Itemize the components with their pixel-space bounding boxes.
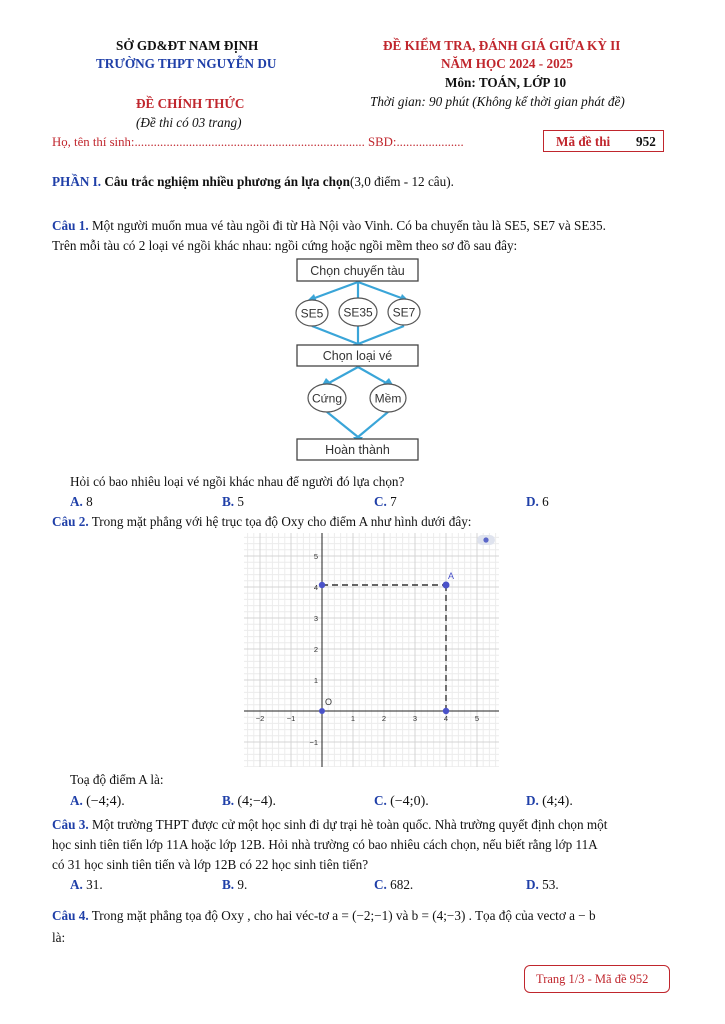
arrow-to-mem: [358, 367, 388, 384]
q3-option-a: [70, 877, 103, 893]
option-value: 7: [390, 494, 397, 509]
school-name: TRƯỜNG THPT NGUYỄN DU: [96, 56, 277, 71]
q3-text2: học sinh tiên tiến lớp 11A hoặc lớp 12B. Hỏi nhà trường có bao nhiêu cách chọn, nếu biết rằng lớp 11A: [52, 837, 598, 852]
option-letter: B.: [222, 793, 235, 808]
candidate-line: Họ, tên thí sinh:........................................................................ SBD:.....................: [52, 135, 464, 149]
x-tick-label: 3: [412, 714, 418, 723]
q1-option-c: [374, 494, 397, 510]
se5-text: SE5: [300, 306, 324, 321]
y-tick-label: 2: [313, 645, 318, 654]
q1-option-b: [222, 494, 244, 510]
dept-name: SỞ GD&ĐT NAM ĐỊNH: [116, 38, 259, 53]
q3-option-b: [222, 877, 247, 893]
official-label: ĐỀ CHÍNH THỨC: [136, 96, 245, 111]
option-letter: C.: [374, 877, 387, 892]
exam-title: ĐỀ KIỂM TRA, ĐÁNH GIÁ GIỮA KỲ II: [383, 38, 621, 53]
y-tick-label: 1: [313, 676, 318, 685]
origin-point: [319, 708, 325, 714]
exam-code-label: Mã đề thi: [556, 134, 611, 149]
option-letter: A.: [70, 793, 83, 808]
option-value: 5: [237, 494, 244, 509]
part1-title: Câu trắc nghiệm nhiều phương án lựa chọn: [101, 174, 350, 189]
arrow-cung-down: [327, 412, 358, 437]
option-value: 8: [86, 494, 93, 509]
q3-label: Câu 3.: [52, 817, 89, 832]
option-value: (−4;4).: [86, 794, 125, 809]
origin-label: O: [325, 697, 333, 707]
x-tick-label: −1: [286, 714, 296, 723]
q3-line1: [52, 817, 607, 833]
arrow-se7-down: [358, 326, 404, 344]
exam-time: Thời gian: 90 phút (Không kể thời gian phát đề): [370, 94, 625, 109]
q2-option-c: [374, 793, 429, 810]
q3-option-d: [526, 877, 559, 893]
choose-train-text: Chọn chuyến tàu: [310, 264, 405, 278]
x-tick-label: 5: [474, 714, 480, 723]
q2-label: Câu 2.: [52, 514, 89, 529]
done-text: Hoàn thành: [325, 443, 390, 457]
q2-option-b: [222, 793, 276, 810]
option-value: (−4;0).: [390, 794, 429, 809]
q4-label: Câu 4.: [52, 908, 89, 923]
option-letter: B.: [222, 877, 235, 892]
se7-text: SE7: [392, 305, 416, 320]
y-tick-label: −1: [309, 738, 318, 747]
y-tick-label: 5: [313, 552, 318, 561]
arrow-to-se7: [358, 282, 404, 299]
part1-heading: [52, 174, 454, 190]
q2-option-d: [526, 793, 573, 810]
q3-text3: có 31 học sinh tiên tiến và lớp 12B có 22 học sinh tiên tiến?: [52, 857, 369, 872]
school-year: NĂM HỌC 2024 - 2025: [441, 56, 573, 71]
q3-text1: Một trường THPT được cử một học sinh đi dự trại hè toàn quốc. Nhà trường quyết định chọn một: [88, 817, 608, 832]
q1-line1: [52, 218, 606, 234]
x-tick-label: 4: [443, 714, 449, 723]
option-letter: C.: [374, 793, 387, 808]
arrow-to-se5: [312, 282, 358, 299]
option-letter: B.: [222, 494, 235, 509]
option-letter: A.: [70, 877, 83, 892]
q2-text: Trong mặt phẳng với hệ trục tọa độ Oxy cho điểm A như hình dưới đây:: [88, 514, 472, 529]
page-footer-text: Trang 1/3 - Mã đề 952: [536, 972, 649, 986]
x-tick-label: 1: [350, 714, 356, 723]
pages-note: (Đề thi có 03 trang): [136, 115, 242, 130]
option-value: 9.: [237, 877, 248, 892]
option-letter: D.: [526, 793, 539, 808]
q2-line: [52, 514, 471, 530]
option-value: 31.: [86, 877, 103, 892]
point-y4: [319, 582, 325, 588]
x-tick-label: −2: [255, 714, 265, 723]
page-footer-box: [524, 965, 670, 993]
point-x4: [443, 708, 449, 714]
option-value: 53.: [542, 877, 559, 892]
point-a-label: A: [448, 571, 455, 581]
cung-text: Cứng: [311, 391, 343, 406]
option-value: (4;4).: [542, 794, 573, 809]
q2-question: Toạ độ điểm A là:: [70, 772, 164, 787]
subject: Môn: TOÁN, LỚP 10: [445, 75, 567, 90]
part1-label: PHẦN I.: [52, 174, 102, 189]
q4-text1: Trong mặt phẳng tọa độ Oxy , cho hai véc-tơ a = (−2;−1) và b = (4;−3) . Tọa độ của vectơ a − b: [88, 908, 596, 923]
y-tick-label: 3: [313, 614, 318, 623]
option-value: (4;−4).: [237, 794, 276, 809]
arrow-to-cung: [327, 367, 358, 384]
q1-question: Hỏi có bao nhiêu loại vé ngồi khác nhau để người đó lựa chọn?: [70, 474, 405, 489]
q1-option-a: [70, 494, 93, 510]
q3-option-c: [374, 877, 413, 893]
q4-text2: là:: [52, 930, 66, 945]
exam-code-box: [543, 130, 664, 152]
option-letter: A.: [70, 494, 83, 509]
exam-code-value: 952: [636, 134, 656, 149]
x-tick-label: 2: [381, 714, 387, 723]
coordinate-graph: [244, 533, 499, 767]
choose-type-text: Chọn loại vé: [322, 349, 393, 363]
option-letter: C.: [374, 494, 387, 509]
arrow-se5-down: [312, 326, 358, 344]
q1-option-d: [526, 494, 549, 510]
q1-label: Câu 1.: [52, 218, 89, 233]
se35-text: SE35: [343, 305, 373, 320]
train-flow-diagram: [292, 256, 426, 464]
q4-line1: [52, 908, 596, 924]
q1-text1: Một người muốn mua vé tàu ngồi đi từ Hà Nội vào Vinh. Có ba chuyến tàu là SE5, SE7 và SE35.: [88, 218, 606, 233]
graph-settings-icon: [477, 535, 495, 545]
option-value: 6: [542, 494, 549, 509]
q1-text2: Trên mỗi tàu có 2 loại vé ngồi khác nhau: ngồi cứng hoặc ngồi mềm theo sơ đồ sau đây:: [52, 238, 518, 253]
option-letter: D.: [526, 877, 539, 892]
option-value: 682.: [390, 877, 414, 892]
q2-option-a: [70, 793, 125, 810]
option-letter: D.: [526, 494, 539, 509]
y-tick-label: 4: [313, 583, 318, 592]
arrow-mem-down: [358, 412, 388, 437]
point-a: [443, 582, 450, 589]
part1-note: (3,0 điểm - 12 câu).: [349, 174, 454, 189]
mem-text: Mềm: [374, 391, 402, 406]
